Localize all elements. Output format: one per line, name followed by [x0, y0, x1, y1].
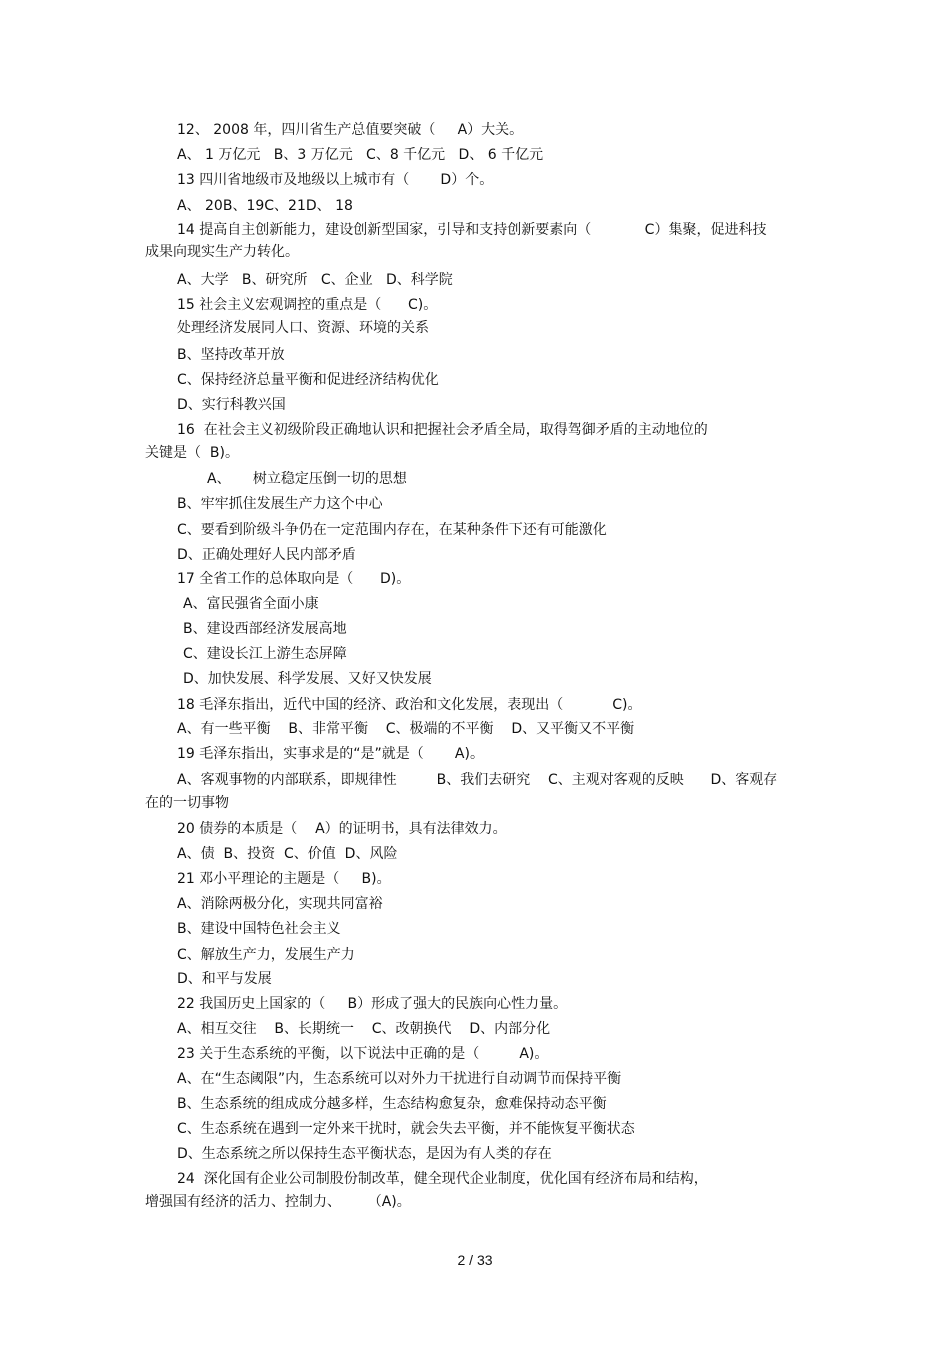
text-line: 关键是（ B)。 — [145, 445, 239, 461]
text-line: 17 全省工作的总体取向是（ D)。 — [177, 571, 411, 587]
text-line: A、相互交往 B、长期统一 C、改朝换代 D、内部分化 — [177, 1021, 551, 1037]
text-line: B、牢牢抓住发展生产力这个中心 — [177, 496, 383, 512]
text-line: C、解放生产力，发展生产力 — [177, 947, 355, 963]
text-line: 16 在社会主义初级阶段正确地认识和把握社会矛盾全局，取得驾御矛盾的主动地位的 — [177, 422, 708, 438]
text-line: A、大学 B、研究所 C、企业 D、科学院 — [177, 272, 453, 288]
text-line: A、消除两极分化，实现共同富裕 — [177, 896, 383, 912]
text-line: 20 债券的本质是（ A）的证明书，具有法律效力。 — [177, 821, 507, 837]
text-line: 12、 2008 年，四川省生产总值要突破（ A）大关。 — [177, 122, 524, 138]
text-line: 21 邓小平理论的主题是（ B)。 — [177, 871, 391, 887]
text-line: 成果向现实生产力转化。 — [145, 244, 299, 260]
text-line: B、坚持改革开放 — [177, 347, 285, 363]
text-line: 处理经济发展同人口、资源、环境的关系 — [177, 320, 429, 336]
text-line: A、债 B、投资 C、价值 D、风险 — [177, 846, 398, 862]
text-line: 22 我国历史上国家的（ B）形成了强大的民族向心性力量。 — [177, 996, 568, 1012]
text-line: 24 深化国有企业公司制股份制改革，健全现代企业制度，优化国有经济布局和结构， — [177, 1171, 708, 1187]
text-line: D、正确处理好人民内部矛盾 — [177, 547, 356, 563]
text-line: 增强国有经济的活力、控制力、 （A)。 — [145, 1194, 411, 1210]
text-line: C、保持经济总量平衡和促进经济结构优化 — [177, 372, 439, 388]
text-line: B、建设中国特色社会主义 — [177, 921, 341, 937]
text-line: A、客观事物的内部联系，即规律性 B、我们去研究 C、主观对客观的反映 D、客观存 — [177, 772, 778, 788]
text-line: 13 四川省地级市及地级以上城市有（ D）个。 — [177, 172, 494, 188]
text-line: 15 社会主义宏观调控的重点是（ C)。 — [177, 297, 438, 313]
text-line: A、富民强省全面小康 — [183, 596, 319, 612]
text-line: C、要看到阶级斗争仍在一定范围内存在，在某种条件下还有可能激化 — [177, 522, 607, 538]
text-line: A、有一些平衡 B、非常平衡 C、极端的不平衡 D、又平衡又不平衡 — [177, 721, 635, 737]
text-line: C、生态系统在遇到一定外来干扰时，就会失去平衡，并不能恢复平衡状态 — [177, 1121, 635, 1137]
text-line: A、 20B、19C、21D、 18 — [177, 198, 353, 214]
text-line: D、实行科教兴国 — [177, 397, 286, 413]
text-line: C、建设长江上游生态屏障 — [183, 646, 347, 662]
text-line: A、 1 万亿元 B、3 万亿元 C、8 千亿元 D、 6 千亿元 — [177, 147, 544, 163]
text-line: B、建设西部经济发展高地 — [183, 621, 347, 637]
text-line: D、生态系统之所以保持生态平衡状态，是因为有人类的存在 — [177, 1146, 552, 1162]
text-line: 23 关于生态系统的平衡，以下说法中正确的是（ A)。 — [177, 1046, 549, 1062]
text-line: A、在“生态阈限”内，生态系统可以对外力干扰进行自动调节而保持平衡 — [177, 1071, 622, 1087]
text-line: A、 树立稳定压倒一切的思想 — [207, 471, 407, 487]
text-line: D、和平与发展 — [177, 971, 272, 987]
text-line: 14 提高自主创新能力，建设创新型国家，引导和支持创新要素向（ C）集聚，促进科技 — [177, 222, 767, 238]
text-line: D、加快发展、科学发展、又好又快发展 — [183, 671, 432, 687]
text-line: 在的一切事物 — [145, 795, 229, 811]
text-line: B、生态系统的组成成分越多样，生态结构愈复杂，愈难保持动态平衡 — [177, 1096, 607, 1112]
text-line: 18 毛泽东指出，近代中国的经济、政治和文化发展，表现出（ C)。 — [177, 697, 642, 713]
page-number: 2 / 33 — [457, 1252, 493, 1268]
text-line: 19 毛泽东指出，实事求是的“是”就是（ A)。 — [177, 746, 484, 762]
